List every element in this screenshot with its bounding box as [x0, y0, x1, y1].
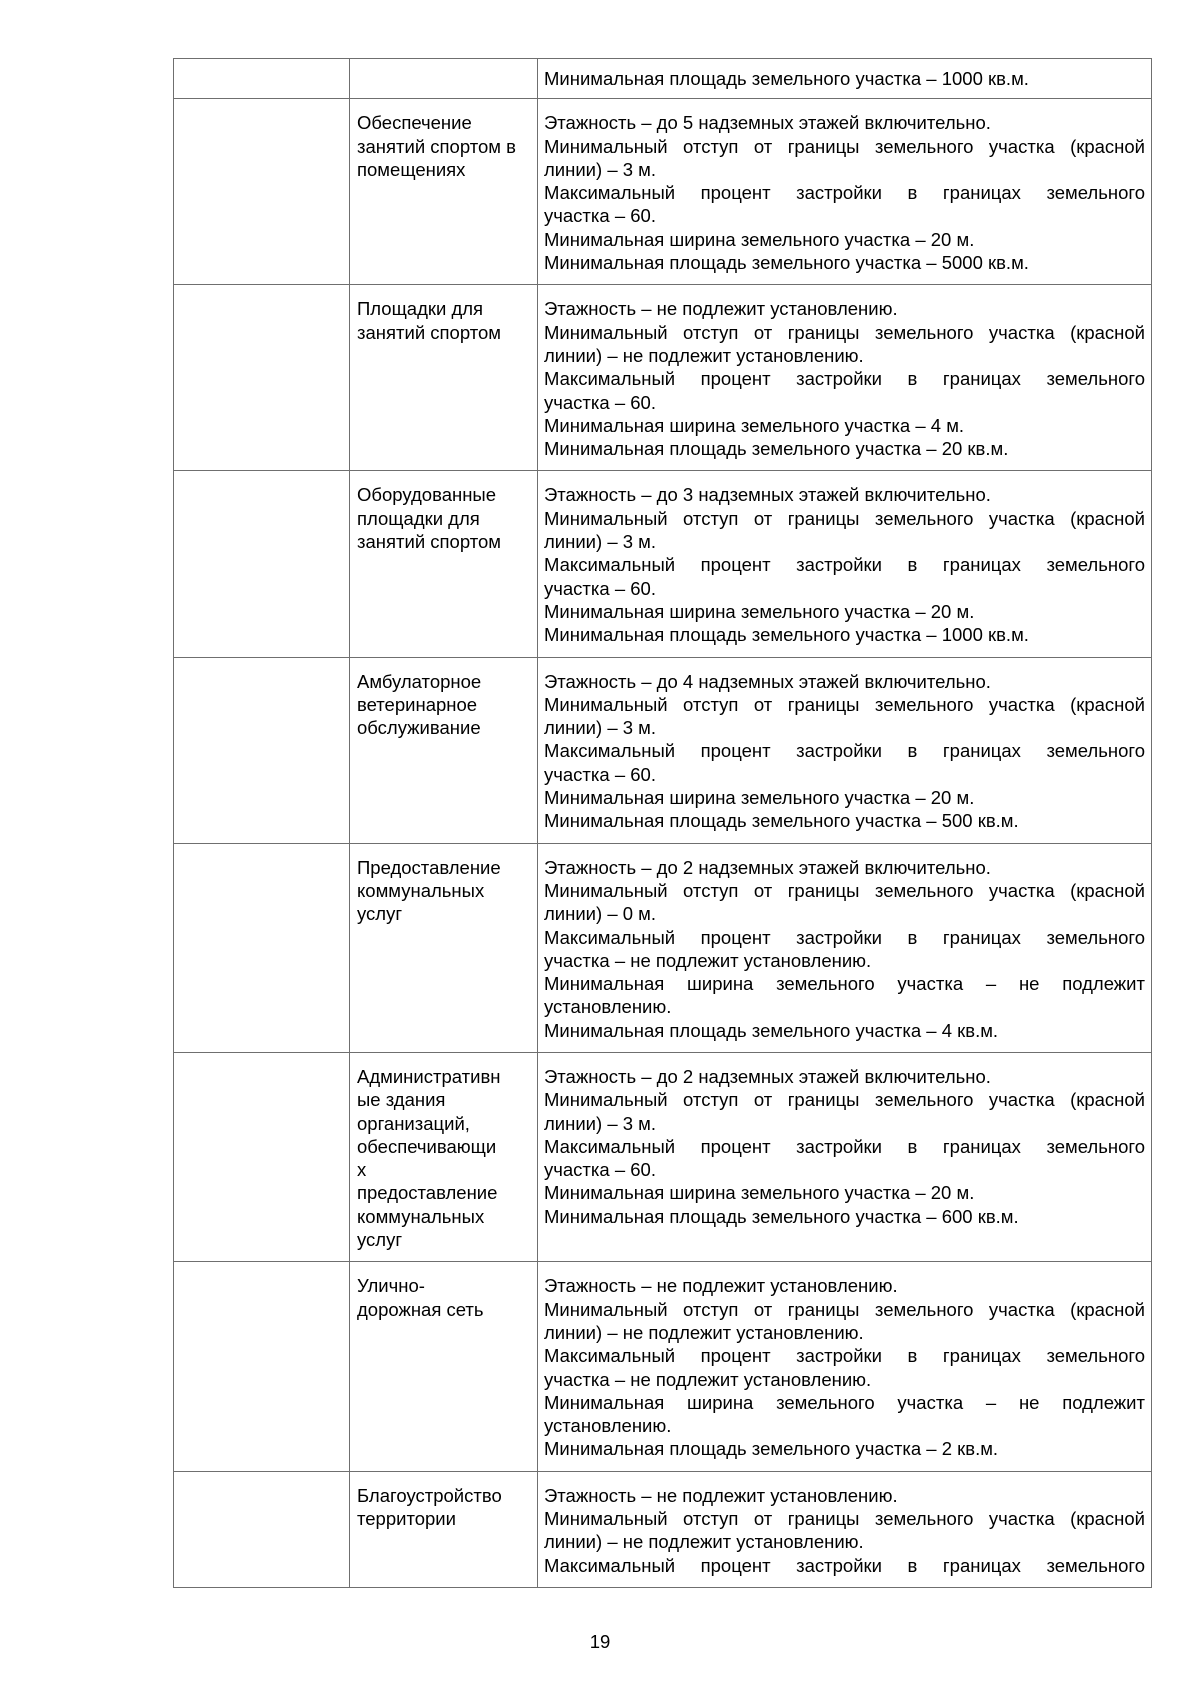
table-row: [174, 99, 1152, 285]
parameter-line: линии) – не подлежит установлению.: [544, 344, 864, 366]
land-use-cell: [350, 657, 538, 843]
parameter-line: Минимальная площадь земельного участка – 4 кв.м.: [544, 1019, 999, 1041]
land-use-cell: [350, 1471, 538, 1587]
parameter-line: линии) – 3 м.: [544, 717, 657, 739]
parameter-line: Минимальная площадь земельного участка – 2 кв.м.: [544, 1438, 999, 1460]
zone-cell: [174, 843, 350, 1052]
parameter-line: Минимальная площадь земельного участка – 600 кв.м.: [544, 1205, 1019, 1227]
parameters-cell: [538, 843, 1152, 1052]
parameters-cell: [538, 657, 1152, 843]
regulations-table: [173, 58, 1152, 1588]
parameter-line: Минимальный отступ от границы земельного участка (красной: [544, 879, 1145, 901]
land-use-name: Площадки для занятий спортом: [357, 298, 501, 343]
land-use-name-line: ые здания: [357, 1089, 446, 1111]
parameter-line: линии) – 0 м.: [544, 903, 657, 925]
parameters-cell: [538, 471, 1152, 657]
parameter-line: участка – не подлежит установлению.: [544, 949, 872, 971]
zone-cell: [174, 59, 350, 99]
parameter-line: Минимальная ширина земельного участка – 20 м.: [544, 228, 975, 250]
parameter-line: Этажность – до 2 надземных этажей включительно.: [544, 1065, 991, 1087]
parameters-cell: [538, 59, 1152, 99]
parameter-line: Этажность – до 5 надземных этажей включительно.: [544, 112, 991, 134]
parameter-line: Максимальный процент застройки в границах земельного: [544, 1345, 1145, 1367]
land-use-name-line: дорожная сеть: [357, 1298, 484, 1320]
page-number: 19: [589, 1631, 611, 1652]
table-row: [174, 657, 1152, 843]
parameter-line: установлению.: [544, 1415, 672, 1437]
land-use-name: Амбулаторное ветеринарное обслуживание: [357, 670, 482, 739]
table-row: [174, 1471, 1152, 1587]
land-use-name-line: Административн: [357, 1065, 501, 1087]
land-use-name: Предоставление коммунальных услуг: [357, 856, 501, 925]
parameter-line: Минимальная ширина земельного участка – 4 м.: [544, 414, 965, 436]
land-use-cell: [350, 1052, 538, 1261]
table-row: [174, 1262, 1152, 1471]
parameter-line: Минимальная площадь земельного участка – 500 кв.м.: [544, 810, 1019, 832]
parameter-line: Минимальная ширина земельного участка – не подлежит: [544, 1391, 1145, 1413]
parameter-line: участка – 60.: [544, 391, 656, 413]
parameter-line: Минимальная ширина земельного участка – не подлежит: [544, 973, 1145, 995]
parameter-line: участка – 60.: [544, 577, 656, 599]
land-use-name-line: услуг: [357, 1229, 403, 1251]
parameter-line: Этажность – до 4 надземных этажей включительно.: [544, 670, 991, 692]
land-use-name: Обеспечение занятий спортом в помещениях: [357, 112, 516, 180]
parameter-line: Этажность – до 2 надземных этажей включительно.: [544, 856, 991, 878]
parameter-line: Минимальная ширина земельного участка – 20 м.: [544, 1182, 975, 1204]
parameter-line: Минимальная площадь земельного участка – 1000 кв.м.: [544, 68, 1029, 89]
parameters-cell: [538, 99, 1152, 285]
parameters-cell: [538, 285, 1152, 471]
table-row: [174, 1052, 1152, 1261]
table-row: [174, 843, 1152, 1052]
zone-cell: [174, 657, 350, 843]
parameter-line: Минимальный отступ от границы земельного участка (красной: [544, 321, 1145, 343]
land-use-name-line: предоставление: [357, 1182, 498, 1204]
parameter-line: Минимальный отступ от границы земельного участка (красной: [544, 1508, 1145, 1530]
parameter-line: участка – 60.: [544, 205, 656, 227]
land-use-cell: [350, 471, 538, 657]
table-row: [174, 471, 1152, 657]
parameter-line: Минимальный отступ от границы земельного участка (красной: [544, 693, 1145, 715]
parameter-line: участка – 60.: [544, 763, 656, 785]
parameter-line: Минимальный отступ от границы земельного участка (красной: [544, 1089, 1145, 1111]
parameter-line: Минимальная площадь земельного участка – 20 кв.м.: [544, 438, 1009, 460]
parameter-line: Максимальный процент застройки в границах земельного: [544, 368, 1145, 390]
parameter-line: Этажность – не подлежит установлению.: [544, 1275, 898, 1297]
parameter-line: установлению.: [544, 996, 672, 1018]
zone-cell: [174, 285, 350, 471]
parameter-line: линии) – 3 м.: [544, 1112, 657, 1134]
land-use-name: Оборудованные площадки для занятий спортом: [357, 484, 501, 553]
land-use-name-line: организаций,: [357, 1112, 470, 1134]
land-use-cell: [350, 843, 538, 1052]
land-use-cell: [350, 1262, 538, 1471]
parameter-line: Минимальный отступ от границы земельного участка (красной: [544, 507, 1145, 529]
parameter-line: Минимальная ширина земельного участка – 20 м.: [544, 600, 975, 622]
parameters-cell: [538, 1471, 1152, 1587]
parameter-line: линии) – 3 м.: [544, 531, 657, 553]
land-use-name-line: х: [357, 1159, 367, 1181]
parameter-line: Минимальная площадь земельного участка – 1000 кв.м.: [544, 624, 1029, 646]
land-use-cell: [350, 285, 538, 471]
land-use-name-line: коммунальных: [357, 1205, 485, 1227]
parameter-line: Максимальный процент застройки в границах земельного: [544, 926, 1145, 948]
land-use-name: Благоустройство территории: [357, 1484, 502, 1530]
parameter-line: Этажность – не подлежит установлению.: [544, 1484, 898, 1506]
parameter-line: Минимальный отступ от границы земельного участка (красной: [544, 135, 1145, 157]
parameter-line: Максимальный процент застройки в границах земельного: [544, 740, 1145, 762]
table-row: [174, 285, 1152, 471]
parameters-cell: [538, 1052, 1152, 1261]
regulations-table-body: [174, 59, 1152, 1588]
parameter-line: Минимальная ширина земельного участка – 20 м.: [544, 787, 975, 809]
parameter-line: Максимальный процент застройки в границах земельного: [544, 182, 1145, 204]
parameter-line: участка – 60.: [544, 1159, 656, 1181]
parameter-line: Максимальный процент застройки в границах земельного: [544, 554, 1145, 576]
parameter-line: линии) – не подлежит установлению.: [544, 1321, 864, 1343]
parameter-line: Максимальный процент застройки в границах земельного: [544, 1135, 1145, 1157]
zone-cell: [174, 99, 350, 285]
table-row: [174, 59, 1152, 99]
zone-cell: [174, 1052, 350, 1261]
parameter-line: Этажность – не подлежит установлению.: [544, 298, 898, 320]
land-use-cell: [350, 59, 538, 99]
zone-cell: [174, 471, 350, 657]
parameter-line: линии) – 3 м.: [544, 158, 657, 180]
parameter-line: Минимальная площадь земельного участка – 5000 кв.м.: [544, 252, 1029, 274]
parameter-line: Максимальный процент застройки в границах земельного: [544, 1554, 1145, 1576]
parameter-line: Этажность – до 3 надземных этажей включительно.: [544, 484, 991, 506]
land-use-name-line: Улично-: [357, 1275, 425, 1297]
land-use-cell: [350, 99, 538, 285]
parameter-line: Минимальный отступ от границы земельного участка (красной: [544, 1298, 1145, 1320]
zone-cell: [174, 1471, 350, 1587]
zone-cell: [174, 1262, 350, 1471]
land-use-name-line: обеспечивающи: [357, 1135, 497, 1157]
parameter-line: линии) – не подлежит установлению.: [544, 1531, 864, 1553]
parameter-line: участка – не подлежит установлению.: [544, 1368, 872, 1390]
parameters-cell: [538, 1262, 1152, 1471]
